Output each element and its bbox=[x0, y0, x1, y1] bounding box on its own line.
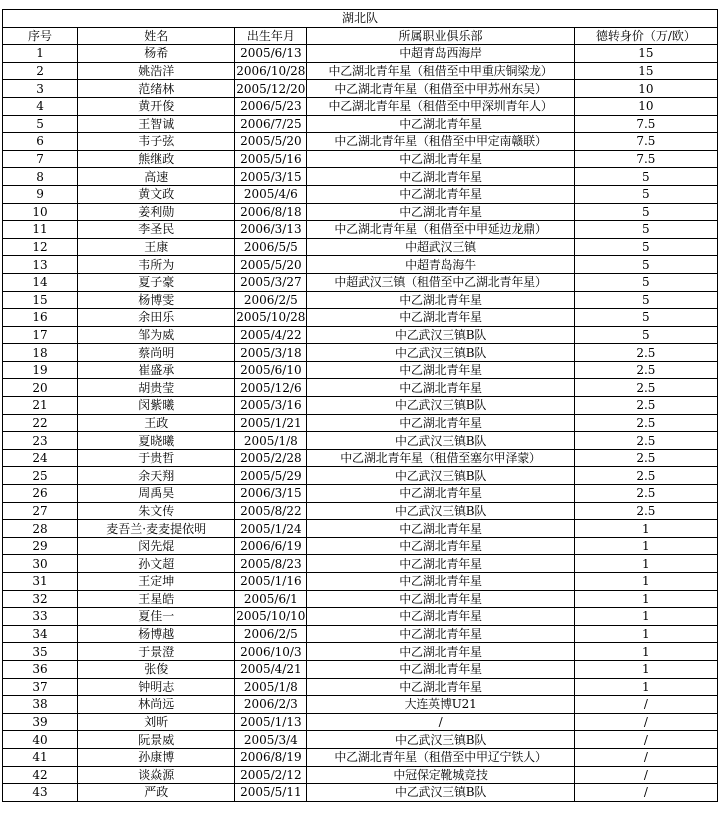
cell-no[interactable]: 42 bbox=[3, 766, 78, 784]
cell-name[interactable]: 王康 bbox=[78, 238, 235, 256]
table-row bbox=[3, 45, 718, 63]
cell-no[interactable]: 31 bbox=[3, 573, 78, 591]
cell-dob[interactable]: 2005/4/22 bbox=[235, 326, 307, 344]
cell-no[interactable]: 21 bbox=[3, 397, 78, 415]
table-row bbox=[3, 379, 718, 397]
cell-no[interactable]: 35 bbox=[3, 643, 78, 661]
cell-club[interactable]: 中乙湖北青年星 bbox=[307, 573, 574, 591]
cell-club[interactable]: 中乙湖北青年星 bbox=[307, 608, 574, 626]
table-title[interactable]: 湖北队 bbox=[3, 10, 718, 28]
table-row bbox=[3, 432, 718, 450]
cell-no[interactable]: 9 bbox=[3, 185, 78, 203]
cell-dob[interactable]: 2005/1/8 bbox=[235, 678, 307, 696]
cell-no[interactable]: 30 bbox=[3, 555, 78, 573]
cell-club[interactable]: / bbox=[307, 713, 574, 731]
cell-value[interactable]: 2.5 bbox=[574, 397, 717, 415]
cell-name[interactable]: 严政 bbox=[78, 784, 235, 802]
cell-name[interactable]: 杨博越 bbox=[78, 625, 235, 643]
cell-club[interactable]: 中乙湖北青年星（租借至中甲深圳青年人） bbox=[307, 97, 574, 115]
table-row bbox=[3, 97, 718, 115]
cell-dob[interactable]: 2006/2/5 bbox=[235, 291, 307, 309]
cell-value[interactable]: / bbox=[574, 696, 717, 714]
cell-club[interactable]: 中乙湖北青年星（租借至中甲苏州东吴） bbox=[307, 80, 574, 98]
cell-dob[interactable]: 2005/5/29 bbox=[235, 467, 307, 485]
cell-no[interactable]: 7 bbox=[3, 150, 78, 168]
cell-value[interactable]: 1 bbox=[574, 573, 717, 591]
cell-dob[interactable]: 2005/5/16 bbox=[235, 150, 307, 168]
cell-club[interactable]: 中乙湖北青年星（租借至中甲辽宁铁人） bbox=[307, 748, 574, 766]
cell-club[interactable]: 中乙湖北青年星 bbox=[307, 537, 574, 555]
cell-no[interactable]: 41 bbox=[3, 748, 78, 766]
cell-value[interactable]: 7.5 bbox=[574, 133, 717, 151]
cell-dob[interactable]: 2005/10/28 bbox=[236, 310, 306, 325]
cell-dob[interactable]: 2006/5/5 bbox=[235, 238, 307, 256]
cell-no[interactable]: 25 bbox=[3, 467, 78, 485]
cell-name[interactable]: 谈焱源 bbox=[78, 766, 235, 784]
cell-club[interactable]: 中乙湖北青年星 bbox=[307, 379, 574, 397]
cell-dob[interactable]: 2006/8/18 bbox=[235, 203, 307, 221]
title-row bbox=[3, 10, 718, 28]
cell-club[interactable]: 中乙湖北青年星 bbox=[307, 185, 574, 203]
header-club[interactable]: 所属职业俱乐部 bbox=[307, 27, 574, 45]
cell-name[interactable]: 崔盛承 bbox=[78, 361, 235, 379]
table-row bbox=[3, 660, 718, 678]
table-row bbox=[3, 590, 718, 608]
cell-club[interactable]: 中乙湖北青年星 bbox=[307, 485, 574, 503]
cell-no[interactable]: 39 bbox=[3, 713, 78, 731]
table-row bbox=[3, 256, 718, 274]
cell-value[interactable]: 7.5 bbox=[574, 115, 717, 133]
cell-club[interactable]: 中乙武汉三镇B队 bbox=[307, 432, 574, 450]
cell-value[interactable]: 5 bbox=[574, 203, 717, 221]
cell-no[interactable]: 38 bbox=[3, 696, 78, 714]
cell-name[interactable]: 闵先焜 bbox=[78, 537, 235, 555]
cell-no[interactable]: 4 bbox=[3, 97, 78, 115]
table-row bbox=[3, 273, 718, 291]
cell-no[interactable]: 24 bbox=[3, 449, 78, 467]
cell-value[interactable]: 2.5 bbox=[574, 432, 717, 450]
cell-name[interactable]: 孙文超 bbox=[78, 555, 235, 573]
cell-dob[interactable]: 2005/2/12 bbox=[235, 766, 307, 784]
cell-name[interactable]: 熊继政 bbox=[78, 150, 235, 168]
cell-dob[interactable]: 2005/1/8 bbox=[235, 432, 307, 450]
cell-name[interactable]: 刘昕 bbox=[78, 713, 235, 731]
cell-no[interactable]: 27 bbox=[3, 502, 78, 520]
cell-value[interactable]: 2.5 bbox=[574, 485, 717, 503]
cell-no[interactable]: 16 bbox=[3, 309, 78, 327]
cell-club[interactable]: 中乙湖北青年星 bbox=[307, 309, 574, 327]
cell-name[interactable]: 王政 bbox=[78, 414, 235, 432]
cell-no[interactable]: 28 bbox=[3, 520, 78, 538]
cell-value[interactable]: 1 bbox=[574, 643, 717, 661]
cell-value[interactable]: 5 bbox=[574, 256, 717, 274]
cell-value[interactable]: 15 bbox=[574, 62, 717, 80]
cell-no[interactable]: 26 bbox=[3, 485, 78, 503]
cell-no[interactable]: 5 bbox=[3, 115, 78, 133]
cell-club[interactable]: 中乙湖北青年星 bbox=[307, 678, 574, 696]
cell-name[interactable]: 韦所为 bbox=[78, 256, 235, 274]
cell-value[interactable]: 1 bbox=[574, 625, 717, 643]
table-row bbox=[3, 748, 718, 766]
cell-value[interactable]: 5 bbox=[574, 221, 717, 239]
cell-no[interactable]: 20 bbox=[3, 379, 78, 397]
header-dob[interactable]: 出生年月 bbox=[235, 27, 307, 45]
table-row bbox=[3, 309, 718, 327]
cell-dob[interactable]: 2005/8/22 bbox=[235, 502, 307, 520]
table-row bbox=[3, 326, 718, 344]
cell-value[interactable]: 2.5 bbox=[574, 344, 717, 362]
cell-value[interactable]: / bbox=[574, 766, 717, 784]
cell-value[interactable]: / bbox=[574, 784, 717, 802]
cell-dob[interactable]: 2006/5/23 bbox=[235, 97, 307, 115]
cell-name[interactable]: 姜利勋 bbox=[78, 203, 235, 221]
cell-club[interactable]: 中乙湖北青年星 bbox=[307, 150, 574, 168]
cell-club[interactable]: 中乙湖北青年星 bbox=[307, 203, 574, 221]
table-row bbox=[3, 784, 718, 802]
cell-dob[interactable]: 2005/1/21 bbox=[235, 414, 307, 432]
cell-dob[interactable]: 2006/2/3 bbox=[235, 696, 307, 714]
cell-club[interactable]: 中乙湖北青年星（租借至塞尔甲泽蒙） bbox=[307, 449, 574, 467]
cell-no[interactable]: 19 bbox=[3, 361, 78, 379]
cell-no[interactable]: 15 bbox=[3, 291, 78, 309]
cell-name[interactable]: 于景澄 bbox=[78, 643, 235, 661]
cell-no[interactable]: 29 bbox=[3, 537, 78, 555]
cell-value[interactable]: 1 bbox=[574, 520, 717, 538]
table-row bbox=[3, 467, 718, 485]
cell-name[interactable]: 杨博雯 bbox=[78, 291, 235, 309]
table-row bbox=[3, 291, 718, 309]
cell-dob[interactable]: 2005/5/20 bbox=[235, 133, 307, 151]
cell-no[interactable]: 22 bbox=[3, 414, 78, 432]
cell-dob[interactable]: 2006/8/19 bbox=[235, 748, 307, 766]
cell-value[interactable]: / bbox=[574, 748, 717, 766]
cell-dob[interactable]: 2005/3/18 bbox=[235, 344, 307, 362]
table-row bbox=[3, 449, 718, 467]
cell-club[interactable]: 中乙湖北青年星 bbox=[307, 625, 574, 643]
table-row bbox=[3, 221, 718, 239]
roster-body bbox=[3, 45, 718, 802]
table-row bbox=[3, 115, 718, 133]
cell-dob[interactable]: 2006/10/28 bbox=[236, 64, 306, 79]
cell-name[interactable]: 邹为威 bbox=[78, 326, 235, 344]
cell-dob[interactable]: 2006/10/3 bbox=[235, 643, 307, 661]
cell-name[interactable]: 孙康博 bbox=[78, 748, 235, 766]
cell-name[interactable]: 姚浩洋 bbox=[78, 62, 235, 80]
cell-name[interactable]: 余天翔 bbox=[78, 467, 235, 485]
cell-name[interactable]: 夏子豪 bbox=[78, 273, 235, 291]
cell-no[interactable]: 12 bbox=[3, 238, 78, 256]
table-row bbox=[3, 185, 718, 203]
cell-name[interactable]: 王星皓 bbox=[78, 590, 235, 608]
cell-name[interactable]: 黄开俊 bbox=[78, 97, 235, 115]
cell-club[interactable]: 中乙湖北青年星 bbox=[307, 115, 574, 133]
table-row bbox=[3, 643, 718, 661]
cell-club[interactable]: 中乙湖北青年星 bbox=[307, 555, 574, 573]
cell-no[interactable]: 6 bbox=[3, 133, 78, 151]
cell-no[interactable]: 3 bbox=[3, 80, 78, 98]
table-row bbox=[3, 678, 718, 696]
cell-value[interactable]: 5 bbox=[574, 309, 717, 327]
roster-table bbox=[2, 9, 718, 802]
cell-club[interactable]: 中超青岛西海岸 bbox=[307, 45, 574, 63]
cell-value[interactable]: 5 bbox=[574, 238, 717, 256]
cell-name[interactable]: 朱文传 bbox=[78, 502, 235, 520]
table-row bbox=[3, 625, 718, 643]
cell-dob[interactable]: 2005/1/13 bbox=[235, 713, 307, 731]
cell-name[interactable]: 闵紫曦 bbox=[78, 397, 235, 415]
cell-no[interactable]: 36 bbox=[3, 660, 78, 678]
cell-dob[interactable]: 2005/1/24 bbox=[235, 520, 307, 538]
cell-value[interactable]: 5 bbox=[574, 185, 717, 203]
cell-club[interactable]: 中超青岛海牛 bbox=[307, 256, 574, 274]
cell-dob[interactable]: 2006/3/13 bbox=[235, 221, 307, 239]
cell-name[interactable]: 麦吾兰·麦麦提依明 bbox=[78, 520, 235, 538]
cell-club[interactable]: 中乙湖北青年星（租借至中甲重庆铜梁龙） bbox=[307, 62, 574, 80]
table-row bbox=[3, 397, 718, 415]
cell-dob[interactable]: 2005/8/23 bbox=[235, 555, 307, 573]
cell-no[interactable]: 14 bbox=[3, 273, 78, 291]
cell-no[interactable]: 8 bbox=[3, 168, 78, 186]
table-row bbox=[3, 696, 718, 714]
cell-dob[interactable]: 2005/3/16 bbox=[235, 397, 307, 415]
cell-no[interactable]: 40 bbox=[3, 731, 78, 749]
cell-name[interactable]: 于贵哲 bbox=[78, 449, 235, 467]
cell-value[interactable]: 2.5 bbox=[574, 361, 717, 379]
cell-dob[interactable]: 2005/5/11 bbox=[235, 784, 307, 802]
cell-dob[interactable]: 2005/5/20 bbox=[235, 256, 307, 274]
table-row bbox=[3, 203, 718, 221]
cell-no[interactable]: 37 bbox=[3, 678, 78, 696]
cell-club[interactable]: 大连英博U21 bbox=[307, 696, 574, 714]
cell-club[interactable]: 中乙湖北青年星 bbox=[307, 660, 574, 678]
cell-name[interactable]: 杨希 bbox=[78, 45, 235, 63]
table-row bbox=[3, 766, 718, 784]
cell-club[interactable]: 中乙武汉三镇B队 bbox=[307, 397, 574, 415]
cell-club[interactable]: 中乙武汉三镇B队 bbox=[307, 784, 574, 802]
cell-value[interactable]: / bbox=[574, 713, 717, 731]
cell-club[interactable]: 中乙湖北青年星 bbox=[307, 168, 574, 186]
table-row bbox=[3, 555, 718, 573]
table-row bbox=[3, 731, 718, 749]
cell-no[interactable]: 10 bbox=[3, 203, 78, 221]
cell-name[interactable]: 余田乐 bbox=[78, 309, 235, 327]
table-row bbox=[3, 485, 718, 503]
cell-dob[interactable]: 2005/2/28 bbox=[235, 449, 307, 467]
cell-club[interactable]: 中乙武汉三镇B队 bbox=[307, 502, 574, 520]
header-name[interactable]: 姓名 bbox=[78, 27, 235, 45]
cell-no[interactable]: 13 bbox=[3, 256, 78, 274]
cell-value[interactable]: 10 bbox=[574, 80, 717, 98]
cell-value[interactable]: 10 bbox=[574, 97, 717, 115]
cell-no[interactable]: 17 bbox=[3, 326, 78, 344]
cell-name[interactable]: 阮景威 bbox=[78, 731, 235, 749]
cell-value[interactable]: / bbox=[574, 731, 717, 749]
cell-club[interactable]: 中乙湖北青年星 bbox=[307, 291, 574, 309]
cell-dob[interactable]: 2005/1/16 bbox=[235, 573, 307, 591]
table-row bbox=[3, 537, 718, 555]
cell-dob[interactable]: 2005/6/13 bbox=[235, 45, 307, 63]
cell-dob[interactable]: 2005/6/10 bbox=[235, 361, 307, 379]
cell-dob[interactable]: 2005/12/20 bbox=[236, 81, 306, 96]
cell-dob[interactable]: 2006/6/19 bbox=[235, 537, 307, 555]
table-row bbox=[3, 361, 718, 379]
cell-value[interactable]: 5 bbox=[574, 168, 717, 186]
cell-club[interactable]: 中超武汉三镇（租借至中乙湖北青年星） bbox=[307, 273, 574, 291]
cell-dob[interactable]: 2006/7/25 bbox=[235, 115, 307, 133]
cell-name[interactable]: 周禹昊 bbox=[78, 485, 235, 503]
cell-no[interactable]: 18 bbox=[3, 344, 78, 362]
cell-name[interactable]: 高速 bbox=[78, 168, 235, 186]
cell-value[interactable]: 1 bbox=[574, 660, 717, 678]
table-row bbox=[3, 238, 718, 256]
cell-value[interactable]: 2.5 bbox=[574, 467, 717, 485]
cell-value[interactable]: 7.5 bbox=[574, 150, 717, 168]
cell-no[interactable]: 33 bbox=[3, 608, 78, 626]
header-no[interactable]: 序号 bbox=[3, 27, 78, 45]
cell-no[interactable]: 43 bbox=[3, 784, 78, 802]
cell-name[interactable]: 钟明志 bbox=[78, 678, 235, 696]
table-row bbox=[3, 80, 718, 98]
cell-dob[interactable]: 2006/3/15 bbox=[235, 485, 307, 503]
cell-name[interactable]: 胡贵莹 bbox=[78, 379, 235, 397]
cell-no[interactable]: 32 bbox=[3, 590, 78, 608]
cell-value[interactable]: 5 bbox=[574, 326, 717, 344]
table-row bbox=[3, 573, 718, 591]
cell-dob[interactable]: 2005/6/1 bbox=[235, 590, 307, 608]
cell-value[interactable]: 5 bbox=[574, 273, 717, 291]
cell-no[interactable]: 2 bbox=[3, 62, 78, 80]
cell-name[interactable]: 黄文政 bbox=[78, 185, 235, 203]
cell-value[interactable]: 2.5 bbox=[574, 379, 717, 397]
cell-name[interactable]: 张俊 bbox=[78, 660, 235, 678]
cell-value[interactable]: 15 bbox=[574, 45, 717, 63]
cell-value[interactable]: 5 bbox=[574, 291, 717, 309]
cell-name[interactable]: 夏佳一 bbox=[78, 608, 235, 626]
cell-dob[interactable]: 2005/3/27 bbox=[235, 273, 307, 291]
cell-value[interactable]: 1 bbox=[574, 590, 717, 608]
cell-name[interactable]: 王定坤 bbox=[78, 573, 235, 591]
cell-value[interactable]: 1 bbox=[574, 608, 717, 626]
table-row bbox=[3, 168, 718, 186]
cell-club[interactable]: 中乙武汉三镇B队 bbox=[307, 731, 574, 749]
cell-name[interactable]: 范绪林 bbox=[78, 80, 235, 98]
cell-club[interactable]: 中乙湖北青年星（租借至中甲定南赣联） bbox=[307, 133, 574, 151]
table-row bbox=[3, 133, 718, 151]
cell-value[interactable]: 1 bbox=[574, 537, 717, 555]
cell-club[interactable]: 中乙湖北青年星 bbox=[307, 414, 574, 432]
cell-club[interactable]: 中乙武汉三镇B队 bbox=[307, 326, 574, 344]
cell-club[interactable]: 中乙湖北青年星 bbox=[307, 643, 574, 661]
cell-club[interactable]: 中乙湖北青年星 bbox=[307, 361, 574, 379]
table-row bbox=[3, 520, 718, 538]
cell-value[interactable]: 2.5 bbox=[574, 449, 717, 467]
cell-club[interactable]: 中乙湖北青年星 bbox=[307, 590, 574, 608]
table-row bbox=[3, 608, 718, 626]
cell-name[interactable]: 夏晓曦 bbox=[78, 432, 235, 450]
cell-dob[interactable]: 2005/10/10 bbox=[236, 609, 306, 624]
cell-dob[interactable]: 2005/4/6 bbox=[235, 185, 307, 203]
cell-value[interactable]: 2.5 bbox=[574, 414, 717, 432]
header-row bbox=[3, 27, 718, 45]
table-row bbox=[3, 502, 718, 520]
cell-no[interactable]: 1 bbox=[3, 45, 78, 63]
cell-dob[interactable]: 2005/3/15 bbox=[235, 168, 307, 186]
cell-value[interactable]: 2.5 bbox=[574, 502, 717, 520]
header-value[interactable]: 德转身价（万/欧） bbox=[574, 27, 717, 45]
table-row bbox=[3, 150, 718, 168]
cell-club[interactable]: 中乙湖北青年星 bbox=[307, 520, 574, 538]
cell-name[interactable]: 韦子弦 bbox=[78, 133, 235, 151]
cell-name[interactable]: 王智诚 bbox=[78, 115, 235, 133]
table-row bbox=[3, 344, 718, 362]
cell-name[interactable]: 李圣民 bbox=[78, 221, 235, 239]
table-row bbox=[3, 62, 718, 80]
cell-club[interactable]: 中冠保定靴城竞技 bbox=[307, 766, 574, 784]
cell-dob[interactable]: 2005/3/4 bbox=[235, 731, 307, 749]
cell-dob[interactable]: 2005/12/6 bbox=[235, 379, 307, 397]
cell-name[interactable]: 蔡尚明 bbox=[78, 344, 235, 362]
table-row bbox=[3, 713, 718, 731]
cell-no[interactable]: 34 bbox=[3, 625, 78, 643]
cell-club[interactable]: 中乙湖北青年星（租借至中甲延边龙鼎） bbox=[307, 221, 574, 239]
cell-no[interactable]: 11 bbox=[3, 221, 78, 239]
cell-value[interactable]: 1 bbox=[574, 678, 717, 696]
cell-no[interactable]: 23 bbox=[3, 432, 78, 450]
cell-club[interactable]: 中乙武汉三镇B队 bbox=[307, 344, 574, 362]
cell-dob[interactable]: 2005/4/21 bbox=[235, 660, 307, 678]
cell-value[interactable]: 1 bbox=[574, 555, 717, 573]
cell-name[interactable]: 林尚远 bbox=[78, 696, 235, 714]
cell-club[interactable]: 中乙武汉三镇B队 bbox=[307, 467, 574, 485]
cell-dob[interactable]: 2006/2/5 bbox=[235, 625, 307, 643]
cell-club[interactable]: 中超武汉三镇 bbox=[307, 238, 574, 256]
table-row bbox=[3, 414, 718, 432]
